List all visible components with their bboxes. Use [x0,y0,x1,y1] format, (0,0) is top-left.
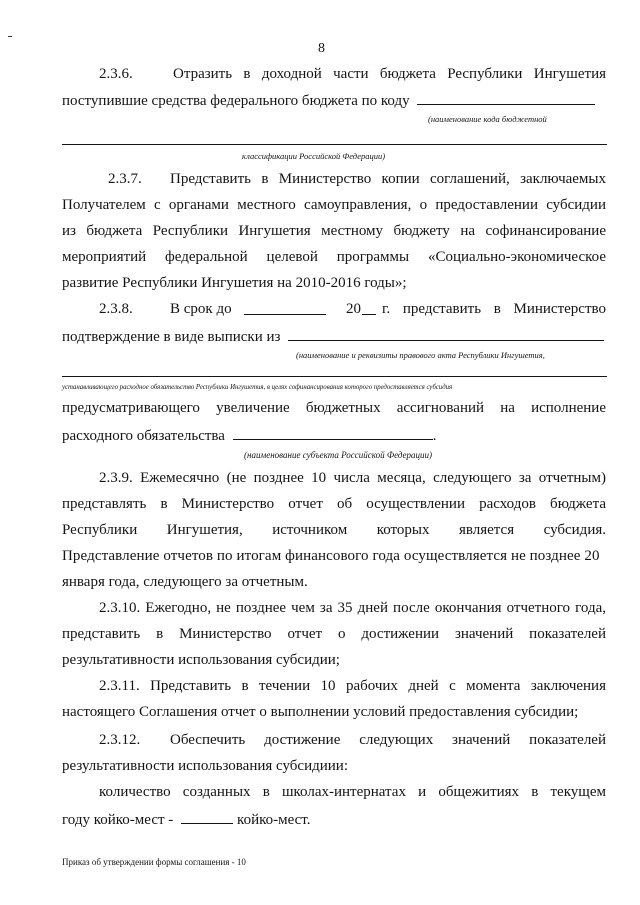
item-2-3-8-line2: подтверждение в виде выписки из [62,326,604,346]
item-2-3-12-line4: году койко-мест - койко-мест. [62,809,310,829]
item-2-3-9-line1: 2.3.9. Ежемесячно (не позднее 10 числа месяца, следующего за отчетным) [99,470,606,486]
item-2-3-10-line1: 2.3.10. Ежегодно, не позднее чем за 35 дней после окончания отчетного года, [99,600,606,616]
item-2-3-10-line3: результативности использования субсидии; [62,652,340,668]
extract-source-blank [288,326,604,341]
scan-mark [8,36,12,37]
item-2-3-7-line3: из бюджета Республики Ингушетия местному бюджету на софинансирование [62,223,606,239]
item-2-3-9-line4: Представление отчетов по итогам финансового года осуществляется не позднее 20 [62,548,600,564]
item-2-3-6-line2: поступившие средства федерального бюджета по коду [62,90,595,110]
item-2-3-9-line3: Республики Ингушетия, источником которых является субсидия. [62,522,606,538]
item-2-3-7-number: 2.3.7. [108,171,142,187]
deadline-year-blank [362,300,376,315]
item-2-3-12-line3: количество созданных в школах-интернатах и общежитиях в текущем [99,784,606,800]
item-2-3-8-number: 2.3.8. [99,301,133,317]
item-2-3-7-line5: развитие Республики Ингушетия на 2010-2016 годы»; [62,275,407,291]
item-2-3-6-number: 2.3.6. [99,66,133,82]
item-2-3-6-line1: Отразить в доходной части бюджета Республики Ингушетия [173,66,606,82]
item-2-3-6-note2: классификации Российской Федерации) [242,151,386,161]
item-2-3-12-line1: Обеспечить достижение следующих значений показателей [170,732,606,748]
fill-line [62,376,607,377]
item-2-3-11-line2: настоящего Соглашения отчет о выполнении условий предоставления субсидии; [62,704,579,720]
budget-code-blank [417,90,595,105]
item-2-3-9-line2: представлять в Министерство отчет об осуществлении расходов бюджета [62,496,606,512]
item-2-3-7-line2: Получателем с органами местного самоуправления, о предоставлении субсидии [62,197,606,213]
beds-count-blank [181,809,233,824]
item-2-3-11-line1: 2.3.11. Представить в течении 10 рабочих дней с момента заключения [99,678,606,694]
item-2-3-7-line1: Представить в Министерство копии соглашений, заключаемых [170,171,606,187]
subject-name-blank [233,425,433,440]
page-number: 8 [318,41,325,56]
item-2-3-8-note3: (наименование субъекта Российской Федерации) [244,450,433,460]
deadline-date-blank [244,300,326,315]
item-2-3-12-number: 2.3.12. [99,732,141,748]
fill-line [62,144,607,145]
item-2-3-8-note1: (наименование и реквизиты правового акта Республики Ингушетия, [296,350,545,360]
item-2-3-8-note2: устанавливающего расходное обязательство Республики Ингушетия, в целях софинансирования которого предоставляется субсидия [62,384,453,391]
item-2-3-8-line1-end: г. представить в Министерство [382,301,606,317]
item-2-3-7-line4: мероприятий федеральной целевой программы «Социально-экономическое [62,249,606,265]
item-2-3-8-line3: предусматривающего увеличение бюджетных ассигнований на исполнение [62,400,606,416]
item-2-3-6-note1: (наименование кода бюджетной [428,114,547,124]
item-2-3-12-line2: результативности использования субсидиии: [62,758,348,774]
item-2-3-8-line4: расходного обязательства . [62,425,436,445]
deadline-label: В срок до [170,301,232,317]
deadline-year: 20 [346,301,361,317]
item-2-3-9-line5: января года, следующего за отчетным. [62,574,308,590]
footer-text: Приказ об утверждении формы соглашения - 10 [62,857,246,867]
item-2-3-10-line2: представить в Министерство отчет о достижении значений показателей [62,626,606,642]
